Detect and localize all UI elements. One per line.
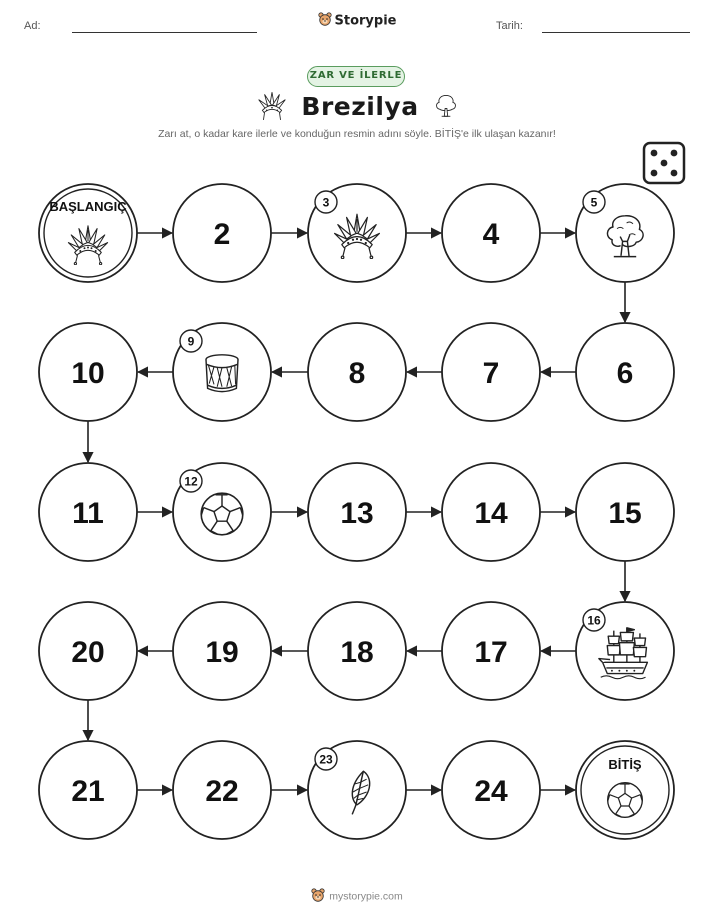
instructions-text: Zarı at, o kadar kare ilerle ve konduğun resmin adını söyle. BİTİŞ'e ilk ulaşan kazanır! xyxy=(158,128,556,140)
board-cell-19 xyxy=(173,602,271,700)
cell-number: 16 xyxy=(587,613,601,628)
board-cell-2 xyxy=(173,184,271,282)
board-cell-22 xyxy=(173,741,271,839)
board-cell-10 xyxy=(39,323,137,421)
footer-url: mystorypie.com xyxy=(329,890,403,903)
board-cell-11 xyxy=(39,463,137,561)
board-cell-24 xyxy=(442,741,540,839)
cell-number: 6 xyxy=(616,357,634,390)
board-cell-15 xyxy=(576,463,674,561)
board-cell-7 xyxy=(442,323,540,421)
game-type-badge: ZAR VE İLERLE xyxy=(307,66,405,87)
cell-number: 24 xyxy=(474,775,508,808)
cell-number: 14 xyxy=(474,497,508,530)
cell-number: 22 xyxy=(205,775,239,808)
cell-number: 20 xyxy=(71,636,105,669)
cell-number: 13 xyxy=(340,497,374,530)
cell-number: 8 xyxy=(348,357,366,390)
cell-number: 18 xyxy=(340,636,374,669)
board-cell-23 xyxy=(308,741,406,839)
cell-number: 4 xyxy=(482,218,500,251)
cell-number: 5 xyxy=(590,195,598,210)
cell-number: 21 xyxy=(71,775,105,808)
board-cell-16 xyxy=(576,602,674,700)
board-cell-13 xyxy=(308,463,406,561)
brand-name: Storypie xyxy=(334,13,397,29)
footer-bear-icon xyxy=(311,888,325,905)
board-cell-8 xyxy=(308,323,406,421)
board-cell-6 xyxy=(576,323,674,421)
cell-number: 12 xyxy=(184,474,198,489)
start-label: BAŞLANGIÇ xyxy=(49,199,127,214)
board-cell-start xyxy=(39,184,137,282)
board-cell-3 xyxy=(308,184,406,282)
cell-number: 9 xyxy=(187,334,195,349)
dice-icon xyxy=(644,143,684,183)
board-cell-14 xyxy=(442,463,540,561)
board-cell-9 xyxy=(173,323,271,421)
name-label: Ad: xyxy=(24,20,41,32)
cell-number: 10 xyxy=(71,357,105,390)
board-cell-18 xyxy=(308,602,406,700)
footer xyxy=(0,888,714,905)
board-cell-5 xyxy=(576,184,674,282)
board-cell-21 xyxy=(39,741,137,839)
board-cell-finish xyxy=(576,741,674,839)
title-text: Brezilya xyxy=(301,92,419,121)
cell-number: 3 xyxy=(322,195,330,210)
cell-number: 17 xyxy=(474,636,508,669)
board-cell-17 xyxy=(442,602,540,700)
drum-icon xyxy=(206,355,238,392)
board-cell-12 xyxy=(173,463,271,561)
board-cell-20 xyxy=(39,602,137,700)
cell-number: 15 xyxy=(608,497,642,530)
soccer-ball-icon xyxy=(608,783,643,818)
board-cell-4 xyxy=(442,184,540,282)
cell-number: 7 xyxy=(482,357,500,390)
cell-number: 11 xyxy=(72,497,104,530)
cell-number: 19 xyxy=(205,636,239,669)
cell-number: 2 xyxy=(213,218,231,251)
finish-label: BİTİŞ xyxy=(608,757,642,772)
date-label: Tarih: xyxy=(496,20,523,32)
soccer-ball-icon xyxy=(201,493,243,535)
cell-number: 23 xyxy=(319,752,333,767)
